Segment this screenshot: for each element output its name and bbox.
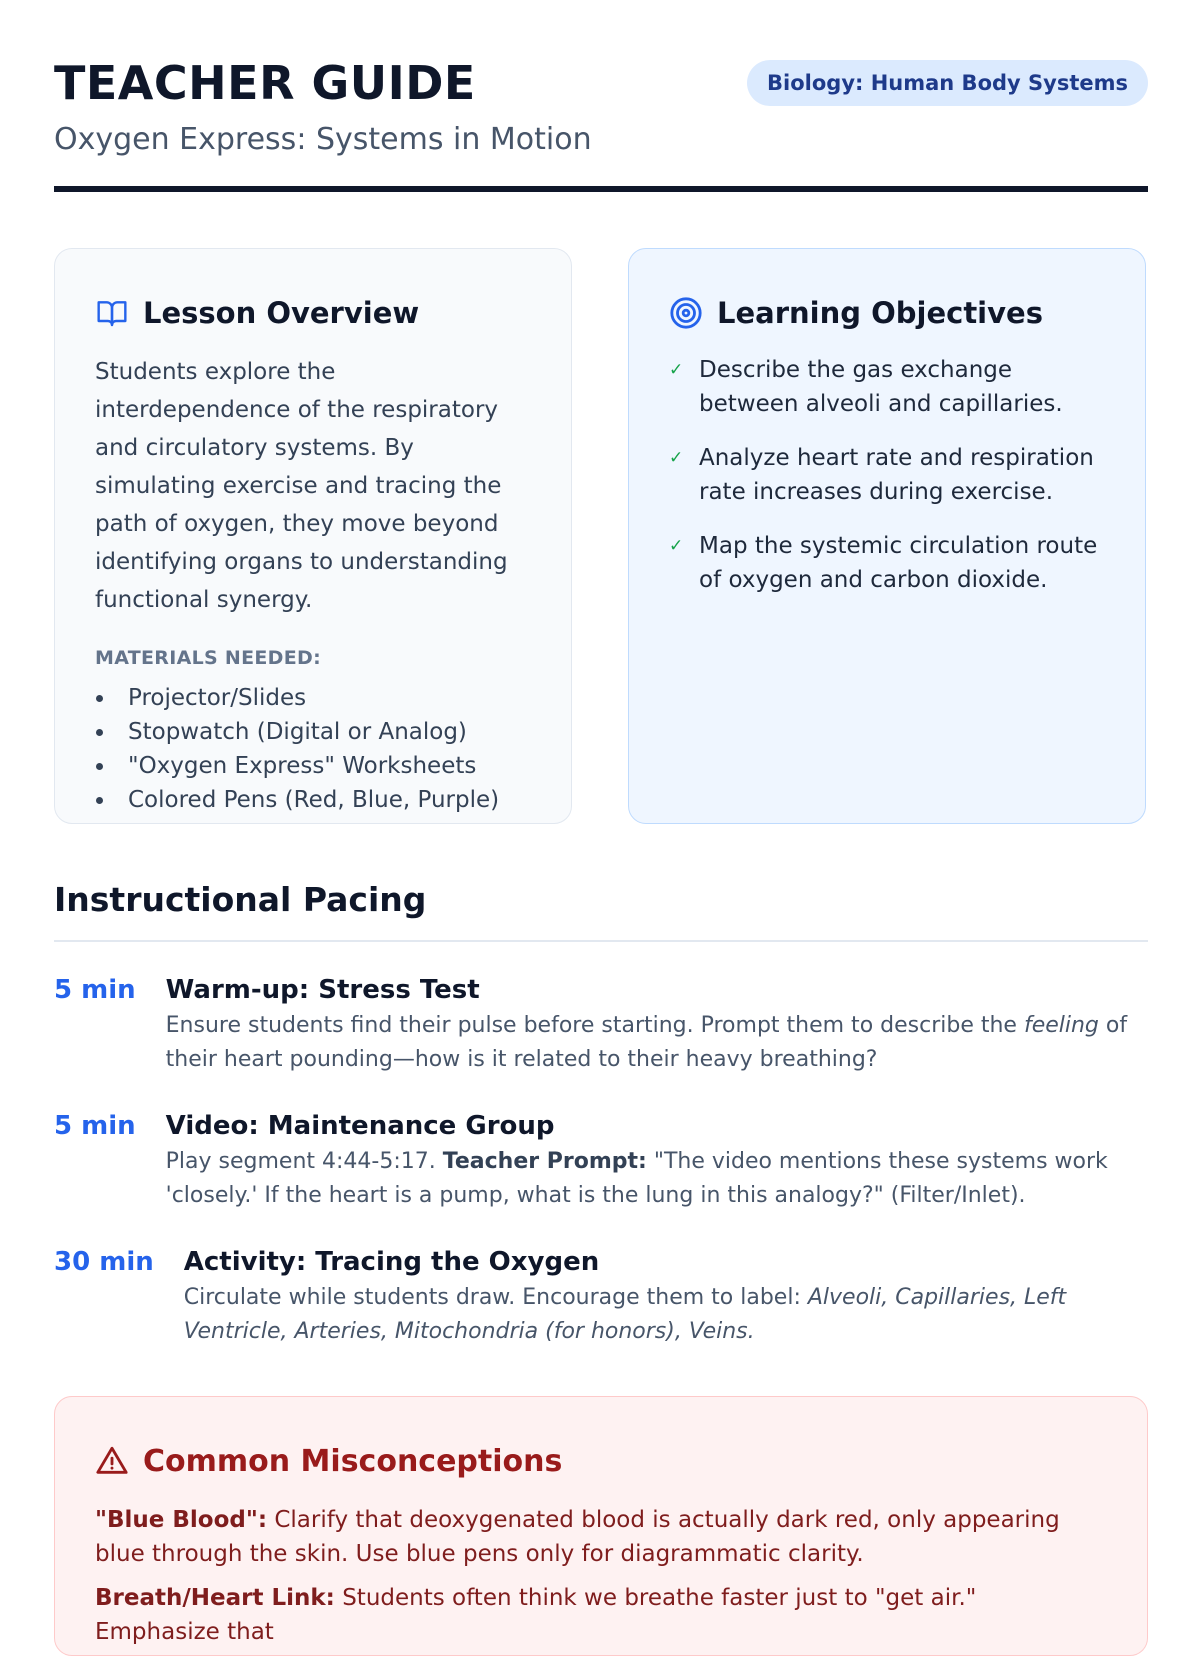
pacing-description bbox=[166, 1009, 1148, 1077]
header-divider bbox=[54, 186, 1148, 192]
list-item bbox=[669, 441, 1105, 509]
pacing-section-title: Instructional Pacing bbox=[54, 880, 427, 919]
misconceptions-card bbox=[54, 1396, 1148, 1656]
misconception-label: "Blue Blood": bbox=[95, 1507, 268, 1533]
open-book-icon bbox=[95, 296, 129, 330]
emphasis-text: Alveoli, Capillaries, Left Ventricle, Arteries, Mitochondria (for honors), Veins. bbox=[183, 1285, 1067, 1344]
page-title: TEACHER GUIDE bbox=[54, 56, 476, 110]
pacing-item bbox=[54, 1109, 1148, 1213]
objective-text: Map the systemic circulation route of oxygen and carbon dioxide. bbox=[699, 533, 1098, 593]
check-icon: ✓ bbox=[669, 360, 684, 380]
list-item: Projector/Slides bbox=[95, 681, 531, 715]
page-subtitle: Oxygen Express: Systems in Motion bbox=[54, 122, 592, 157]
pacing-item bbox=[54, 1245, 1148, 1349]
materials-list bbox=[95, 681, 531, 817]
learning-objectives-card bbox=[628, 248, 1146, 824]
misconception-item bbox=[95, 1581, 1107, 1649]
misconceptions-title: Common Misconceptions bbox=[143, 1443, 563, 1479]
pacing-duration: 5 min bbox=[54, 1111, 136, 1141]
objective-text: Describe the gas exchange between alveoli and capillaries. bbox=[699, 357, 1063, 417]
list-item: "Oxygen Express" Worksheets bbox=[95, 749, 531, 783]
pacing-title: Video: Maintenance Group bbox=[165, 1111, 555, 1141]
pacing-divider bbox=[54, 940, 1148, 942]
pacing-list bbox=[54, 973, 1148, 1381]
pacing-duration: 5 min bbox=[54, 975, 136, 1005]
description-text: "The video mentions these systems work 'closely.' If the heart is a pump, what is the lung in this analogy?" (Filter/Inlet). bbox=[165, 1149, 1108, 1208]
learning-objectives-header bbox=[669, 293, 1105, 333]
list-item: Stopwatch (Digital or Analog) bbox=[95, 715, 531, 749]
list-item: Colored Pens (Red, Blue, Purple) bbox=[95, 783, 531, 817]
warning-icon bbox=[95, 1444, 129, 1478]
misconceptions-header bbox=[95, 1439, 1107, 1483]
page-header bbox=[54, 54, 1148, 194]
lesson-overview-header bbox=[95, 293, 531, 333]
materials-label: MATERIALS NEEDED: bbox=[95, 647, 321, 669]
misconception-item bbox=[95, 1503, 1107, 1571]
pacing-body bbox=[166, 973, 1148, 1077]
learning-objectives-title: Learning Objectives bbox=[717, 296, 1043, 330]
pacing-description bbox=[166, 1145, 1148, 1213]
lesson-overview-text: Students explore the interdependence of the respiratory and circulatory systems. By simulating exercise and tracing the path of oxygen, they move beyond identifying organs to understanding functional synergy. bbox=[95, 359, 508, 613]
pacing-item bbox=[54, 973, 1148, 1077]
list-item bbox=[669, 353, 1105, 421]
lesson-overview-title: Lesson Overview bbox=[143, 296, 420, 330]
misconception-text: Students often think we breathe faster just to "get air." Emphasize that bbox=[95, 1585, 977, 1645]
subject-badge: Biology: Human Body Systems bbox=[747, 60, 1148, 106]
pacing-duration: 30 min bbox=[54, 1247, 154, 1277]
emphasis-text: feeling bbox=[1023, 1013, 1099, 1038]
pacing-title: Activity: Tracing the Oxygen bbox=[183, 1247, 600, 1277]
target-icon bbox=[669, 296, 703, 330]
objectives-list bbox=[669, 353, 1105, 597]
description-text: Ensure students find their pulse before starting. Prompt them to describe the bbox=[165, 1013, 1024, 1038]
pacing-body bbox=[184, 1245, 1148, 1349]
lesson-overview-card bbox=[54, 248, 572, 824]
misconception-label: Breath/Heart Link: bbox=[95, 1585, 335, 1611]
description-text: of their heart pounding—how is it related to their heavy breathing? bbox=[165, 1013, 1128, 1072]
description-text: Play segment 4:44-5:17. bbox=[165, 1149, 443, 1174]
objective-text: Analyze heart rate and respiration rate increases during exercise. bbox=[699, 445, 1094, 505]
pacing-body bbox=[166, 1109, 1148, 1213]
list-item bbox=[669, 529, 1105, 597]
description-text: Circulate while students draw. Encourage them to label: bbox=[183, 1285, 808, 1310]
check-icon: ✓ bbox=[669, 536, 684, 556]
teacher-prompt-label: Teacher Prompt: bbox=[442, 1149, 647, 1174]
pacing-description bbox=[184, 1281, 1148, 1349]
check-icon: ✓ bbox=[669, 448, 684, 468]
misconception-text: Clarify that deoxygenated blood is actually dark red, only appearing blue through the skin. Use blue pens only for diagrammatic clarity. bbox=[95, 1507, 1060, 1567]
pacing-title: Warm-up: Stress Test bbox=[165, 975, 480, 1005]
